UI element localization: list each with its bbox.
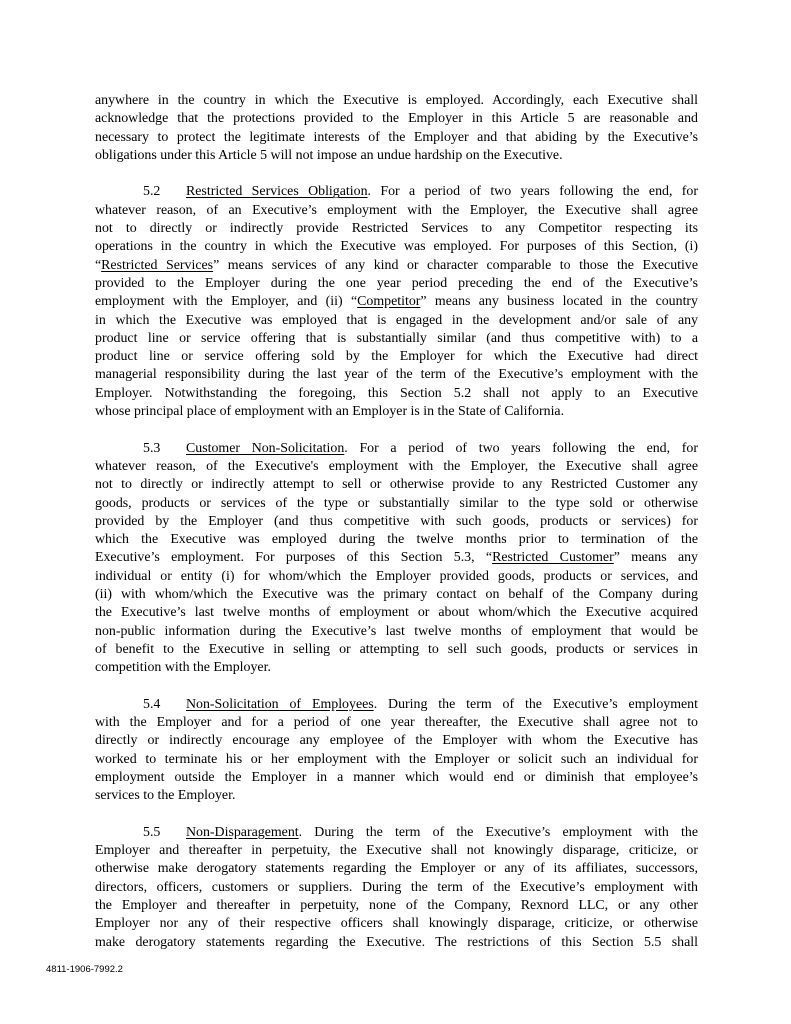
section-5-4-paragraph (95, 696, 698, 806)
text-line: Employer nor any of their respective officers shall knowingly disparage, criticize, or otherwise (95, 916, 698, 932)
section-5-2-paragraph (95, 183, 698, 421)
text-line: Employer and thereafter in perpetuity, the Executive shall not knowingly disparage, criticize, or (95, 843, 698, 859)
text-line: the Executive’s last twelve months of employment or about whom/which the Executive acquired (95, 605, 698, 621)
text-line: anywhere in the country in which the Executive is employed. Accordingly, each Executive shall (95, 93, 698, 108)
text-line: directly or indirectly encourage any employee of the Employer with whom the Executive has (95, 733, 698, 749)
text-line: competition with the Employer. (95, 660, 271, 676)
text-line: individual or entity (i) for whom/which the Employer provided goods, products or services, and (95, 568, 698, 584)
text-line: (ii) with whom/which the Executive was the primary contact on behalf of the Company during (95, 587, 698, 603)
section-number: 5.4 (143, 696, 161, 712)
text-line: managerial responsibility during the last year of the term of the Executive’s employment with the (95, 367, 698, 383)
defined-term: Restricted Services (101, 257, 214, 273)
document-body (95, 92, 698, 952)
text-line: not to directly or indirectly provide Restricted Services to any Competitor respecting its (95, 221, 698, 237)
text-line: product line or service offering that is substantially similar (and thus competitive with) to a (95, 330, 698, 346)
text-line: operations in the country in which the Executive was employed. For purposes of this Section, (i) (95, 239, 698, 255)
defined-term: Competitor (357, 294, 421, 310)
text-line: the Employer and thereafter in perpetuity, none of the Company, Rexnord LLC, or any other (95, 898, 698, 914)
section-heading: Non-Disparagement (186, 824, 299, 840)
text-line: worked to terminate his or her employment with the Employer or solicit such an individual for (95, 751, 698, 767)
text-line: otherwise make derogatory statements regarding the Employer or any of its affiliates, successors, (95, 861, 698, 877)
text-line: 5.3 Customer Non-Solicitation. For a period of two years following the end, for (95, 440, 698, 458)
text-line: necessary to protect the legitimate interests of the Employer and that abiding by the Executive’s (95, 129, 698, 145)
text-line: provided to the Employer during the one year period preceding the end of the Executive’s (95, 275, 698, 291)
text-line: employment outside the Employer in a manner which would end or diminish that employee’s (95, 769, 698, 785)
section-number: 5.3 (143, 440, 161, 456)
section-heading: Restricted Services Obligation (186, 184, 368, 200)
text-line: employment with the Employer, and (ii) “Competitor” means any business located in the country (95, 294, 698, 310)
text-line: in which the Executive was employed that is engaged in the development and/or sale of any (95, 312, 698, 328)
text-line: 5.4 Non-Solicitation of Employees. During the term of the Executive’s employment (95, 696, 698, 714)
text-line: “Restricted Services” means services of any kind or character comparable to those the Executive (95, 257, 698, 273)
section-heading: Customer Non-Solicitation (186, 440, 345, 456)
text-line: whose principal place of employment with an Employer is in the State of California. (95, 404, 565, 420)
text-line: with the Employer and for a period of one year thereafter, the Executive shall agree not to (95, 715, 698, 731)
text-line: whatever reason, of the Executive's employment with the Employer, the Executive shall agree (95, 458, 698, 474)
text-line: 5.5 Non-Disparagement. During the term of the Executive’s employment with the (95, 824, 698, 842)
text-line: 5.2 Restricted Services Obligation. For a period of two years following the end, for (95, 183, 698, 201)
text-line: which the Executive was employed during the twelve months prior to termination of the (95, 532, 698, 548)
section-number: 5.2 (143, 184, 161, 200)
text-line: obligations under this Article 5 will not impose an undue hardship on the Executive. (95, 147, 563, 163)
text-line: of benefit to the Executive in selling or attempting to sell such goods, products or services in (95, 641, 698, 657)
defined-term: Restricted Customer (492, 550, 614, 566)
text-line: not to directly or indirectly attempt to sell or otherwise provide to any Restricted Customer any (95, 477, 698, 493)
text-line: provided by the Employer (and thus competitive with such goods, products or services) for (95, 513, 698, 529)
text-line: services to the Employer. (95, 788, 236, 804)
section-5-5-paragraph (95, 824, 698, 952)
document-id-footer: 4811-1906-7992.2 (46, 964, 123, 975)
text-line: Employer. Notwithstanding the foregoing, this Section 5.2 shall not apply to an Executive (95, 385, 698, 401)
text-line: whatever reason, of an Executive’s employment with the Employer, the Executive shall agree (95, 202, 698, 218)
text-line: goods, products or services of the type or substantially similar to the type sold or otherwise (95, 495, 698, 511)
section-5-3-paragraph (95, 440, 698, 678)
text-line: acknowledge that the protections provided to the Employer in this Article 5 are reasonable and (95, 111, 698, 127)
section-number: 5.5 (143, 824, 161, 840)
text-line: product line or service offering sold by the Employer for which the Executive had direct (95, 349, 698, 365)
section-heading: Non-Solicitation of Employees (186, 696, 374, 712)
intro-paragraph (95, 92, 698, 165)
text-line: directors, officers, customers or suppliers. During the term of the Executive’s employment with (95, 879, 698, 895)
text-line: make derogatory statements regarding the Executive. The restrictions of this Section 5.5 shall (95, 934, 698, 950)
text-line: Executive’s employment. For purposes of this Section 5.3, “Restricted Customer” means any (95, 550, 699, 566)
text-line: non-public information during the Executive’s last twelve months of employment that would be (95, 623, 698, 639)
